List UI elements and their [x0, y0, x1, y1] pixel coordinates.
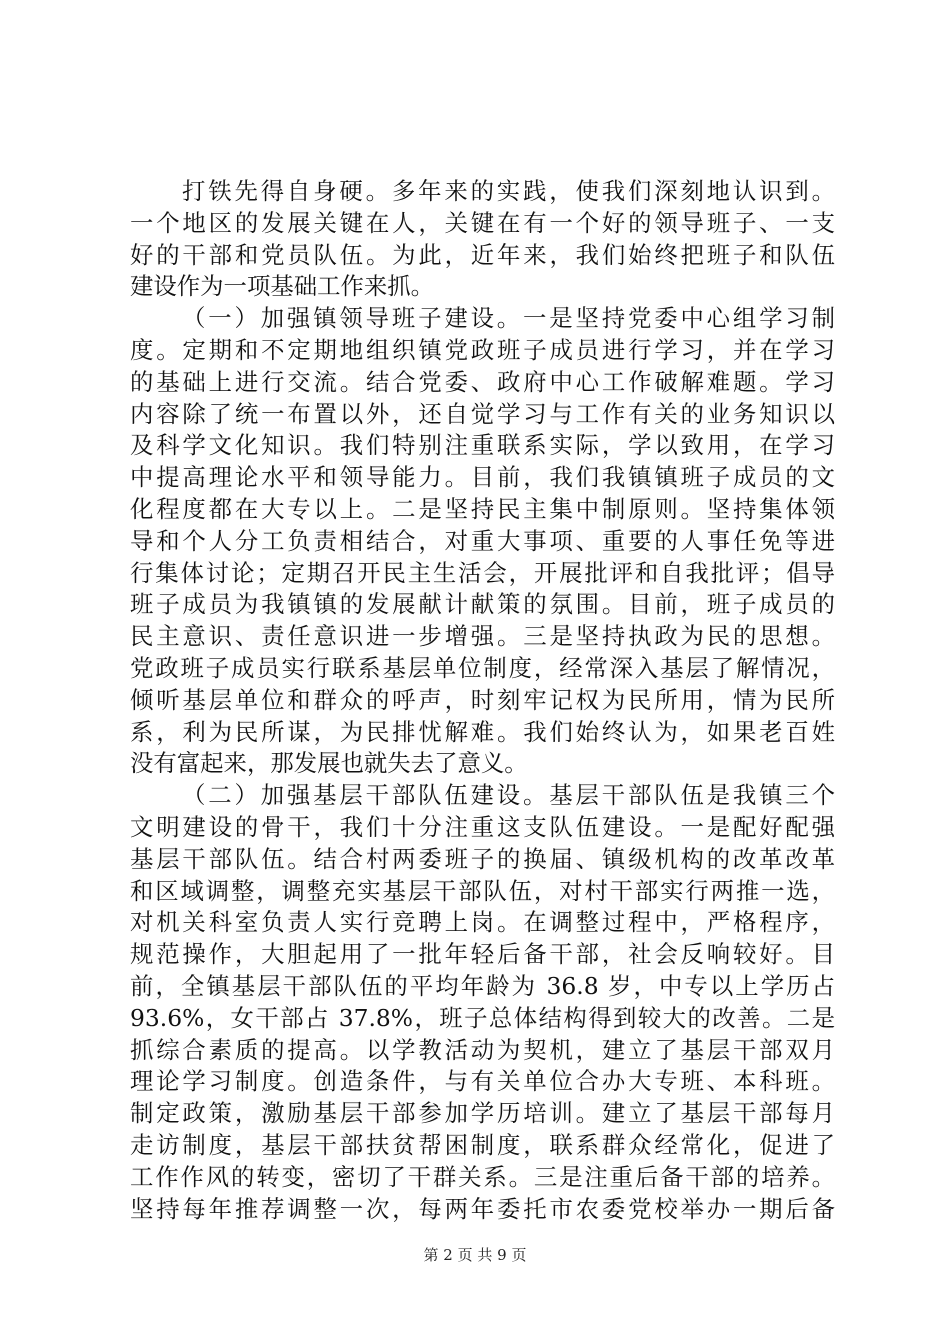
paragraph-2-line-2: 度。定期和不定期地组织镇党政班子成员进行学习，并在学习	[130, 335, 835, 364]
paragraph-3-line-9: 抓综合素质的提高。以学教活动为契机，建立了基层干部双月	[130, 1035, 835, 1064]
page-number-footer: 第 2 页 共 9 页	[423, 1246, 527, 1264]
paragraph-3-line-8: 93.6%，女干部占 37.8%，班子总体结构得到较大的改善。二是	[130, 1003, 835, 1032]
paragraph-2-line-15: 没有富起来，那发展也就失去了意义。	[130, 749, 528, 778]
paragraph-2-line-1: （一）加强镇领导班子建设。一是坚持党委中心组学习制	[182, 304, 835, 333]
paragraph-2-line-3: 的基础上进行交流。结合党委、政府中心工作破解难题。学习	[130, 367, 835, 396]
paragraph-3-line-7: 前，全镇基层干部队伍的平均年龄为 36.8 岁，中专以上学历占	[130, 971, 835, 1000]
paragraph-1-line-4: 建设作为一项基础工作来抓。	[130, 272, 435, 301]
paragraph-2-line-14: 系，利为民所谋，为民排忧解难。我们始终认为，如果老百姓	[130, 717, 835, 746]
paragraph-3-line-4: 和区域调整，调整充实基层干部队伍，对村干部实行两推一选，	[130, 876, 835, 905]
paragraph-2-line-12: 党政班子成员实行联系基层单位制度，经常深入基层了解情况，	[130, 653, 835, 682]
paragraph-2-line-11: 民主意识、责任意识进一步增强。三是坚持执政为民的思想。	[130, 622, 835, 651]
paragraph-3-line-14: 坚持每年推荐调整一次，每两年委托市农委党校举办一期后备	[130, 1194, 835, 1223]
paragraph-2-line-7: 化程度都在大专以上。二是坚持民主集中制原则。坚持集体领	[130, 494, 835, 523]
paragraph-3-line-6: 规范操作，大胆起用了一批年轻后备干部，社会反响较好。目	[130, 940, 835, 969]
paragraph-3-line-10: 理论学习制度。创造条件，与有关单位合办大专班、本科班。	[130, 1067, 835, 1096]
paragraph-3-line-13: 工作作风的转变，密切了干群关系。三是注重后备干部的培养。	[130, 1162, 835, 1191]
paragraph-3-line-12: 走访制度，基层干部扶贫帮困制度，联系群众经常化，促进了	[130, 1130, 835, 1159]
paragraph-3-line-3: 基层干部队伍。结合村两委班子的换届、镇级机构的改革改革	[130, 844, 835, 873]
paragraph-1-line-2: 一个地区的发展关键在人，关键在有一个好的领导班子、一支	[130, 208, 835, 237]
paragraph-2-line-4: 内容除了统一布置以外，还自觉学习与工作有关的业务知识以	[130, 399, 835, 428]
document-body	[130, 176, 835, 1225]
paragraph-3-line-1: （二）加强基层干部队伍建设。基层干部队伍是我镇三个	[182, 781, 835, 810]
paragraph-2-line-5: 及科学文化知识。我们特别注重联系实际，学以致用，在学习	[130, 431, 835, 460]
paragraph-1-line-1: 打铁先得自身硬。多年来的实践，使我们深刻地认识到。	[182, 177, 835, 205]
paragraph-2-line-13: 倾听基层单位和群众的呼声，时刻牢记权为民所用，情为民所	[130, 685, 835, 714]
paragraph-3-line-5: 对机关科室负责人实行竞聘上岗。在调整过程中，严格程序，	[130, 908, 835, 937]
paragraph-2-line-10: 班子成员为我镇镇的发展献计献策的氛围。目前，班子成员的	[130, 590, 835, 619]
paragraph-3-line-11: 制定政策，激励基层干部参加学历培训。建立了基层干部每月	[130, 1099, 835, 1128]
paragraph-3-line-2: 文明建设的骨干，我们十分注重这支队伍建设。一是配好配强	[130, 812, 835, 841]
paragraph-2-line-6: 中提高理论水平和领导能力。目前，我们我镇镇班子成员的文	[130, 463, 835, 492]
paragraph-1-line-3: 好的干部和党员队伍。为此，近年来，我们始终把班子和队伍	[130, 240, 835, 269]
paragraph-2-line-9: 行集体讨论；定期召开民主生活会，开展批评和自我批评；倡导	[130, 558, 835, 587]
paragraph-2-line-8: 导和个人分工负责相结合，对重大事项、重要的人事任免等进	[130, 526, 835, 555]
